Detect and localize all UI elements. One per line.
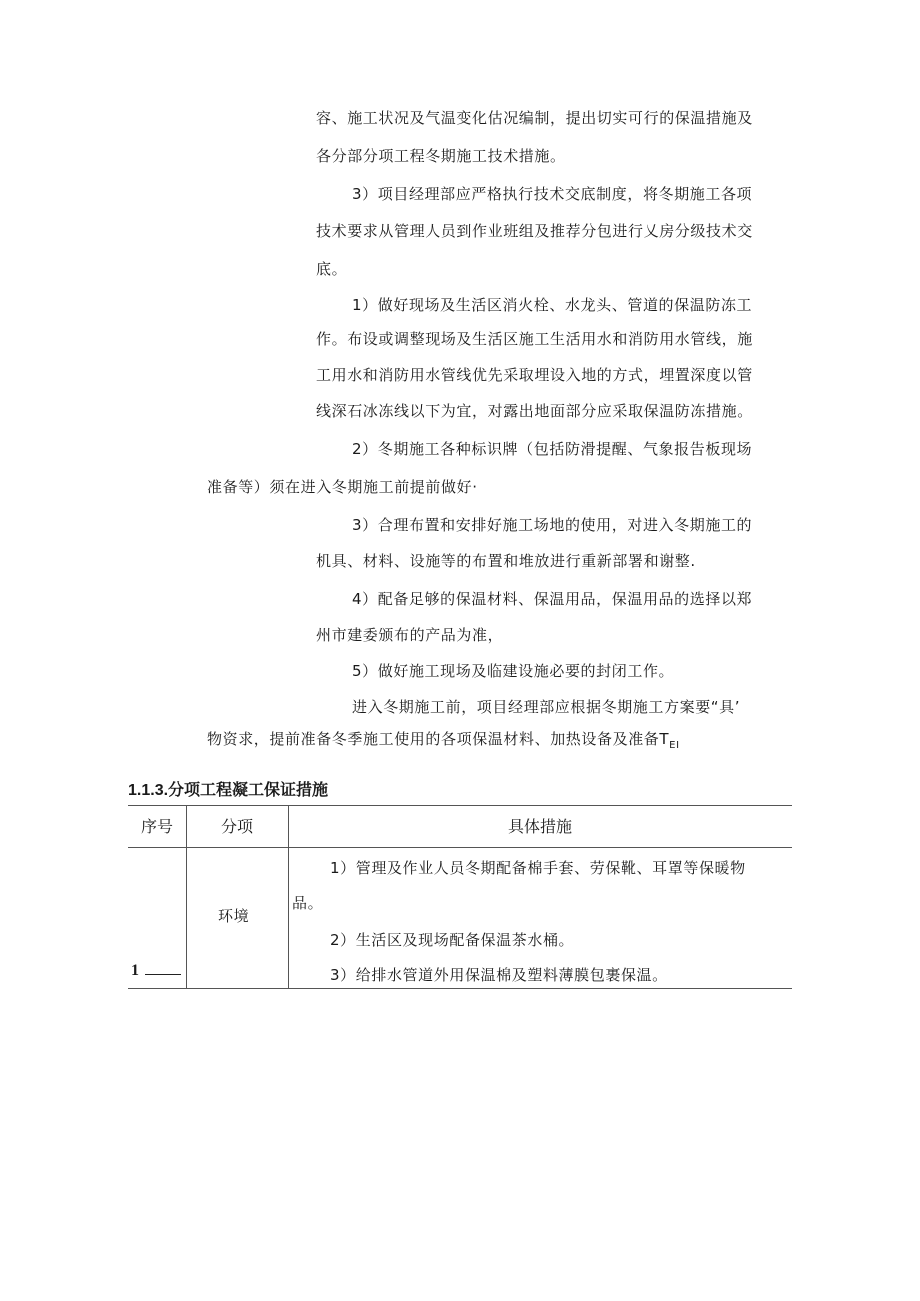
body-line: 线深石冰冻线以下为宜，对露出地面部分应采取保温防冻措施。 (316, 402, 753, 420)
body-line: 4）配备足够的保温材料、保温用品，保温用品的选择以郑 (352, 590, 753, 608)
table-row-number: 1 (131, 960, 181, 980)
body-line (207, 729, 680, 756)
body-line: 3）合理布置和安排好施工场地的使用，对进入冬期施工的 (352, 516, 753, 534)
table-row-measure: 品。 (292, 894, 324, 912)
body-line: 进入冬期施工前，项目经理部应根据冬期施工方案要“具’ (352, 698, 741, 716)
table-row-measure: 1）管理及作业人员冬期配备棉手套、劳保靴、耳罩等保暖物 (330, 859, 746, 877)
table-top-rule (128, 805, 792, 806)
body-line: 容、施工状况及气温变化估况编制，提出切实可行的保温措施及 (316, 109, 753, 127)
body-line-suffix: EI (669, 740, 680, 751)
section-heading: 1.1.3.分项工程凝工保证措施 (128, 782, 329, 799)
body-line: 工用水和消防用水管线优先采取埋设入地的方式，埋置深度以管 (316, 366, 753, 384)
table-header-category: 分项 (220, 817, 253, 836)
body-line-text: 物资求，提前准备冬季施工使用的各项保温材料、加热设备及准备T (207, 730, 670, 748)
table-bottom-rule (128, 988, 792, 989)
body-line: 作。布设或调整现场及生活区施工生活用水和消防用水管线，施 (316, 330, 753, 348)
table-row-measure: 2）生活区及现场配备保温茶水桶。 (330, 931, 575, 949)
body-line: 底。 (316, 260, 348, 278)
body-line: 各分部分项工程冬期施工技术措施。 (316, 147, 566, 165)
body-line: 5）做好施工现场及临建设施必要的封闭工作。 (352, 662, 675, 680)
body-line: 州市建委颁布的产品为准， (316, 626, 504, 644)
body-line: 2）冬期施工各种标识牌（包括防滑提醒、气象报告板现场 (352, 440, 753, 458)
body-line: 3）项目经理部应严格执行技术交底制度，将冬期施工各项 (352, 185, 753, 203)
body-line: 准备等）须在进入冬期施工前提前做好· (207, 478, 478, 496)
body-line: 技术要求从管理人员到作业班组及推荐分包进行乂房分级技术交 (316, 222, 753, 240)
table-header-measures: 具体措施 (507, 817, 572, 836)
body-line: 机具、材料、设施等的布置和堆放进行重新部署和谢整. (316, 552, 696, 570)
body-line: 1）做好现场及生活区消火栓、水龙头、管道的保温防冻工 (352, 296, 753, 314)
table-header-rule (128, 847, 792, 848)
table-header-index: 序号 (140, 817, 173, 836)
table-row-category: 环境 (218, 907, 250, 925)
table-row-measure: 3）给排水管道外用保温棉及塑料薄膜包裹保温。 (330, 966, 668, 984)
